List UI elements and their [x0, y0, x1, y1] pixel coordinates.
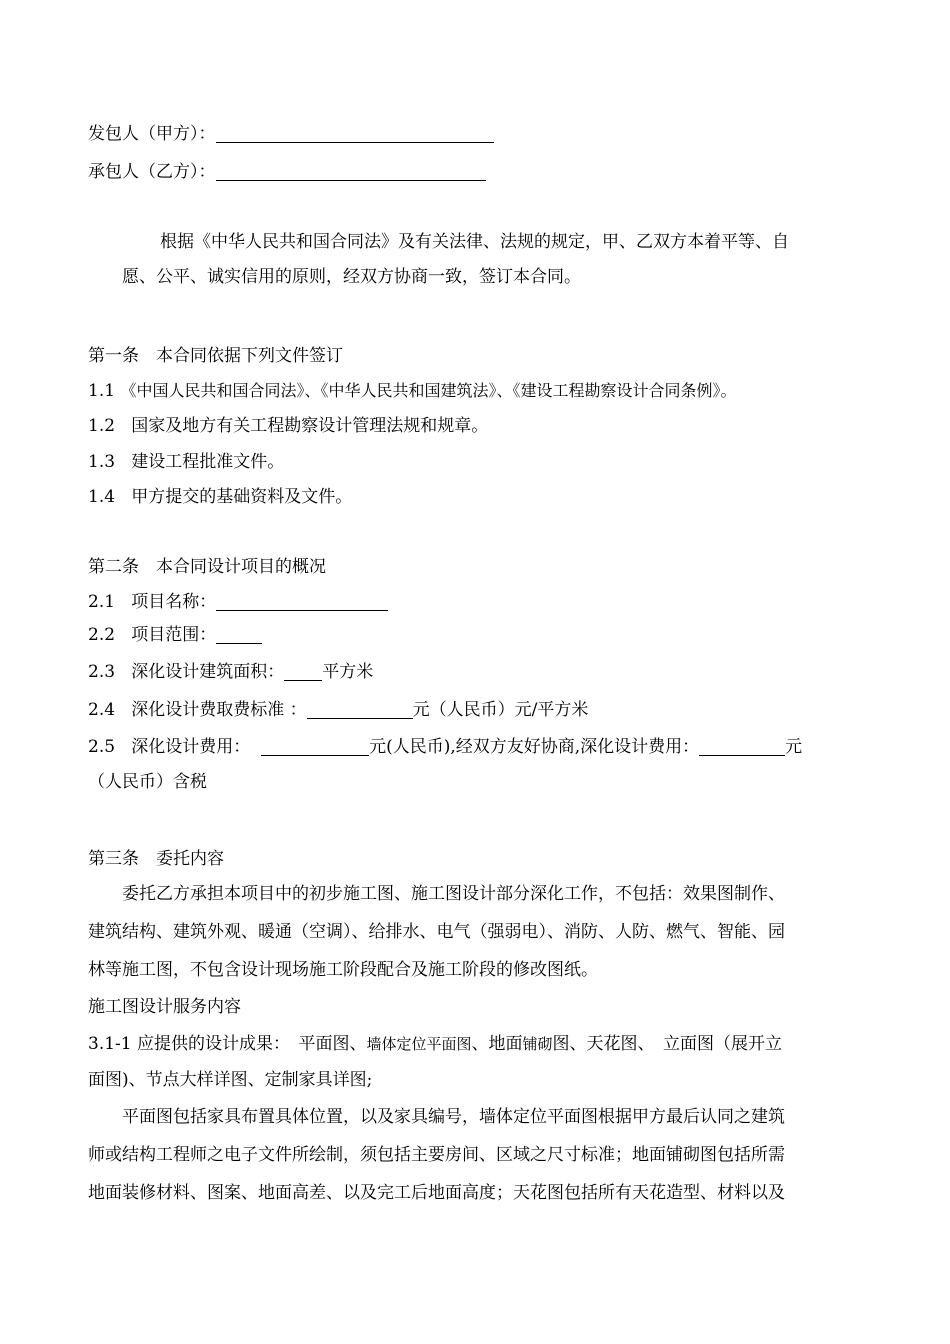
area-blank: [284, 662, 322, 681]
clause-text: 甲方提交的基础资料及文件。: [131, 487, 353, 507]
clause-text: 《中国人民共和国合同法》、《中华人民共和国建筑法》、《建设工程勘察设计合同条例》。: [120, 381, 737, 400]
project-name-blank: [216, 592, 388, 611]
project-scope-blank: [216, 625, 262, 644]
fee-blank-1: [261, 737, 369, 756]
clause-3-1-1-part-b: 墙体定位平面图: [366, 1035, 472, 1053]
article-3-para-1-line-3: 林等施工图，不包含设计现场施工阶段配合及施工阶段的修改图纸。: [88, 960, 598, 980]
fee-rate-unit: 元（人民币）元/平方米: [412, 700, 589, 720]
clause-text: 深化设计费取费标准 ：: [131, 700, 307, 720]
fee-end-text: 元: [785, 737, 803, 757]
clause-text: 项目范围：: [131, 625, 217, 645]
clause-text: 国家及地方有关工程勘察设计管理法规和规章。: [131, 416, 489, 436]
clause-2-5-line-2: （人民币）含税: [88, 772, 207, 792]
clause-3-1-1-part-e: 图、天花图、 立面图（展开立: [552, 1034, 783, 1054]
fee-mid-text: 元(人民币),经双方友好协商,深化设计费用：: [369, 737, 700, 757]
clause-number: 1.2: [88, 416, 116, 436]
clause-3-1-1: [88, 1032, 782, 1056]
article-1-title: 第一条 本合同依据下列文件签订: [88, 346, 343, 366]
clause-text: 项目名称：: [131, 592, 217, 612]
party-b-blank: [216, 162, 486, 181]
clause-number: 2.3: [88, 662, 116, 682]
clause-1-4: [88, 485, 352, 509]
clause-text: 建设工程批准文件。: [131, 452, 285, 472]
fee-blank-2: [699, 737, 785, 756]
clause-2-3: [88, 660, 373, 684]
clause-number: 2.5: [88, 737, 116, 757]
clause-text: 深化设计建筑面积：: [131, 662, 285, 682]
preamble-line-2: 愿、公平、诚实信用的原则，经双方协商一致，签订本合同。: [122, 267, 581, 287]
clause-number: 1.3: [88, 452, 116, 472]
article-3-para-2-line-1: 平面图包括家具布置具体位置，以及家具编号，墙体定位平面图根据甲方最后认同之建筑: [122, 1107, 785, 1127]
clause-number: 2.4: [88, 700, 116, 720]
clause-1-2: [88, 414, 488, 438]
clause-2-5: [88, 735, 802, 759]
clause-2-2: [88, 623, 262, 647]
clause-3-1-1-part-a: 3.1-1 应提供的设计成果： 平面图、: [88, 1034, 367, 1054]
party-a-line: [88, 122, 494, 146]
clause-3-1-1-line-2: 面图)、节点大样详图、定制家具详图;: [88, 1070, 373, 1090]
party-a-blank: [216, 124, 494, 143]
clause-1-1: [88, 379, 736, 403]
article-3-para-2-line-3: 地面装修材料、图案、地面高差、以及完工后地面高度；天花图包括所有天花造型、材料以及: [88, 1183, 785, 1203]
clause-number: 2.2: [88, 625, 116, 645]
clause-number: 1.4: [88, 487, 116, 507]
fee-rate-blank: [307, 700, 413, 719]
clause-3-1-1-part-c: 、地面: [471, 1034, 523, 1054]
article-3-para-1-line-1: 委托乙方承担本项目中的初步施工图、施工图设计部分深化工作，不包括：效果图制作、: [122, 884, 785, 904]
clause-2-4: [88, 698, 588, 722]
article-2-title: 第二条 本合同设计项目的概况: [88, 557, 326, 577]
clause-3-1-1-part-d: 铺砌: [522, 1035, 553, 1053]
preamble-line-1: 根据《中华人民共和国合同法》及有关法律、法规的规定，甲、乙双方本着平等、自: [160, 232, 789, 252]
party-b-label: 承包人（乙方）：: [88, 162, 216, 182]
service-subtitle: 施工图设计服务内容: [88, 997, 241, 1017]
article-3-para-1-line-2: 建筑结构、建筑外观、暖通（空调）、给排水、电气（强弱电）、消防、人防、燃气、智能、园: [88, 922, 785, 942]
clause-text: 深化设计费用：: [131, 737, 251, 757]
party-a-label: 发包人（甲方）：: [88, 124, 216, 144]
area-unit: 平方米: [322, 662, 374, 682]
clause-number: 1.1: [88, 381, 116, 401]
clause-2-1: [88, 590, 388, 614]
party-b-line: [88, 160, 486, 184]
article-3-title: 第三条 委托内容: [88, 849, 224, 869]
article-3-para-2-line-2: 师或结构工程师之电子文件所绘制，须包括主要房间、区域之尺寸标准；地面铺砌图包括所需: [88, 1145, 785, 1165]
clause-1-3: [88, 450, 284, 474]
clause-number: 2.1: [88, 592, 116, 612]
